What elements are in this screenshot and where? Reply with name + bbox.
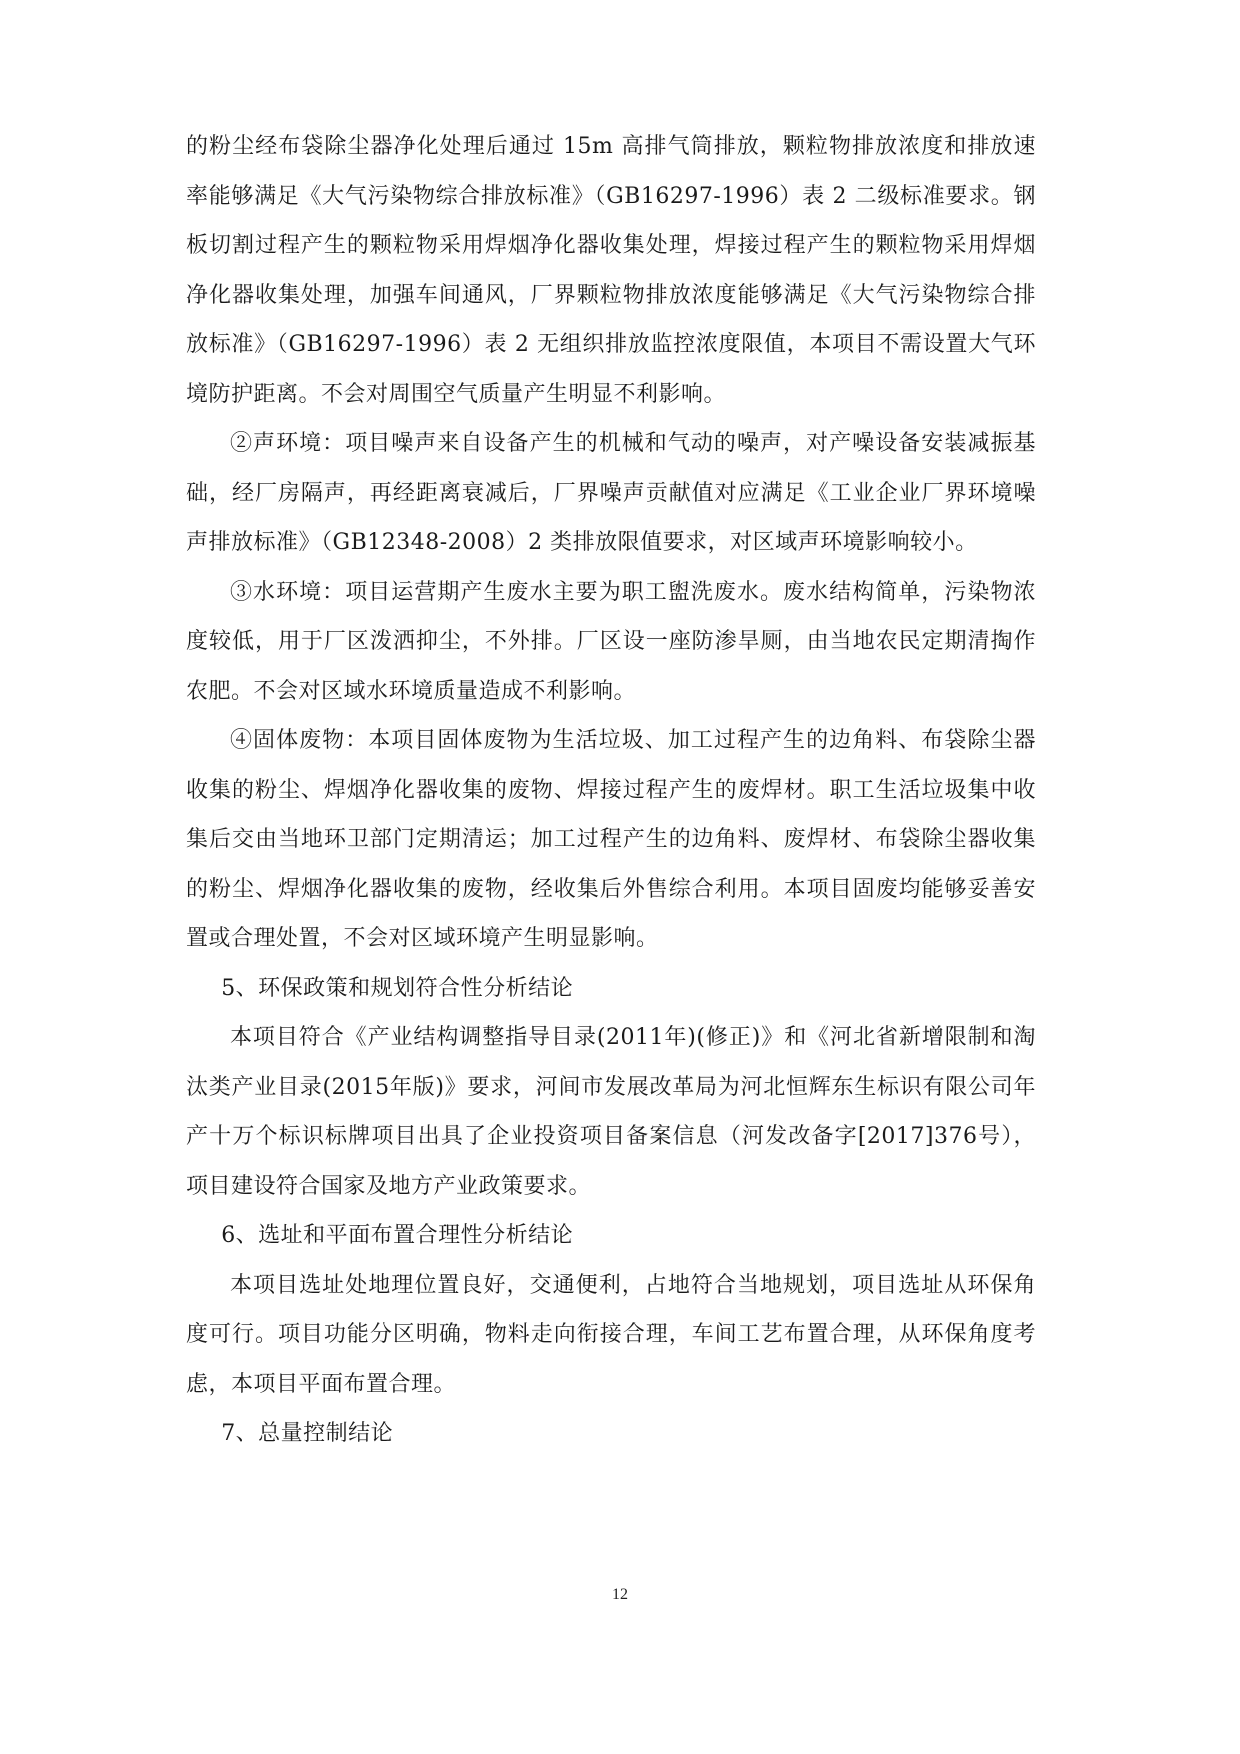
section-heading-6: 6、选址和平面布置合理性分析结论 [221,1223,574,1248]
paragraph-air-environment: 的粉尘经布袋除尘器净化处理后通过 15m 高排气筒排放，颗粒物排放浓度和排放速率能够满足《大气污染物综合排放标准》（GB16297-1996）表 2 二级标准要求。钢板切割过程产生的颗粒物采用焊烟净化器收集处理，焊接过程产生的颗粒物采用焊烟净化器收集处理，加强车间通风，厂界颗粒物排放浓度能够满足《大气污染物综合排放标准》（GB16297-1996）表 2 无组织排放监控浓度限值，本项目不需设置大气环境防护距离。不会对周围空气质量产生明显不利影响。 [186,134,1036,407]
page-number: 12 [612,1586,628,1603]
paragraph-sound-environment: ②声环境：项目噪声来自设备产生的机械和气动的噪声，对产噪设备安装减振基础，经厂房隔声，再经距离衰减后，厂界噪声贡献值对应满足《工业企业厂界环境噪声排放标准》（GB12348-2008）2 类排放限值要求，对区域声环境影响较小。 [186,431,1036,555]
paragraph-policy-compliance: 本项目符合《产业结构调整指导目录(2011年)(修正)》和《河北省新增限制和淘汰类产业目录(2015年版)》要求，河间市发展改革局为河北恒辉东生标识有限公司年产十万个标识标牌项目出具了企业投资项目备案信息（河发改备字[2017]376号），项目建设符合国家及地方产业政策要求。 [186,1025,1036,1199]
section-heading-7: 7、总量控制结论 [221,1421,394,1446]
paragraph-water-environment: ③水环境：项目运营期产生废水主要为职工盥洗废水。废水结构简单，污染物浓度较低，用于厂区泼洒抑尘，不外排。厂区设一座防渗旱厕，由当地农民定期清掏作农肥。不会对区域水环境质量造成不利影响。 [186,579,1036,704]
document-body [186,122,1036,1459]
paragraph-site-layout: 本项目选址处地理位置良好，交通便利，占地符合当地规划，项目选址从环保角度可行。项目功能分区明确，物料走向衔接合理，车间工艺布置合理，从环保角度考虑，本项目平面布置合理。 [186,1272,1036,1397]
paragraph-solid-waste: ④固体废物：本项目固体废物为生活垃圾、加工过程产生的边角料、布袋除尘器收集的粉尘、焊烟净化器收集的废物、焊接过程产生的废焊材。职工生活垃圾集中收集后交由当地环卫部门定期清运；加工过程产生的边角料、废焊材、布袋除尘器收集的粉尘、焊烟净化器收集的废物，经收集后外售综合利用。本项目固废均能够妥善安置或合理处置，不会对区域环境产生明显影响。 [186,728,1036,951]
section-heading-5: 5、环保政策和规划符合性分析结论 [221,975,574,1001]
